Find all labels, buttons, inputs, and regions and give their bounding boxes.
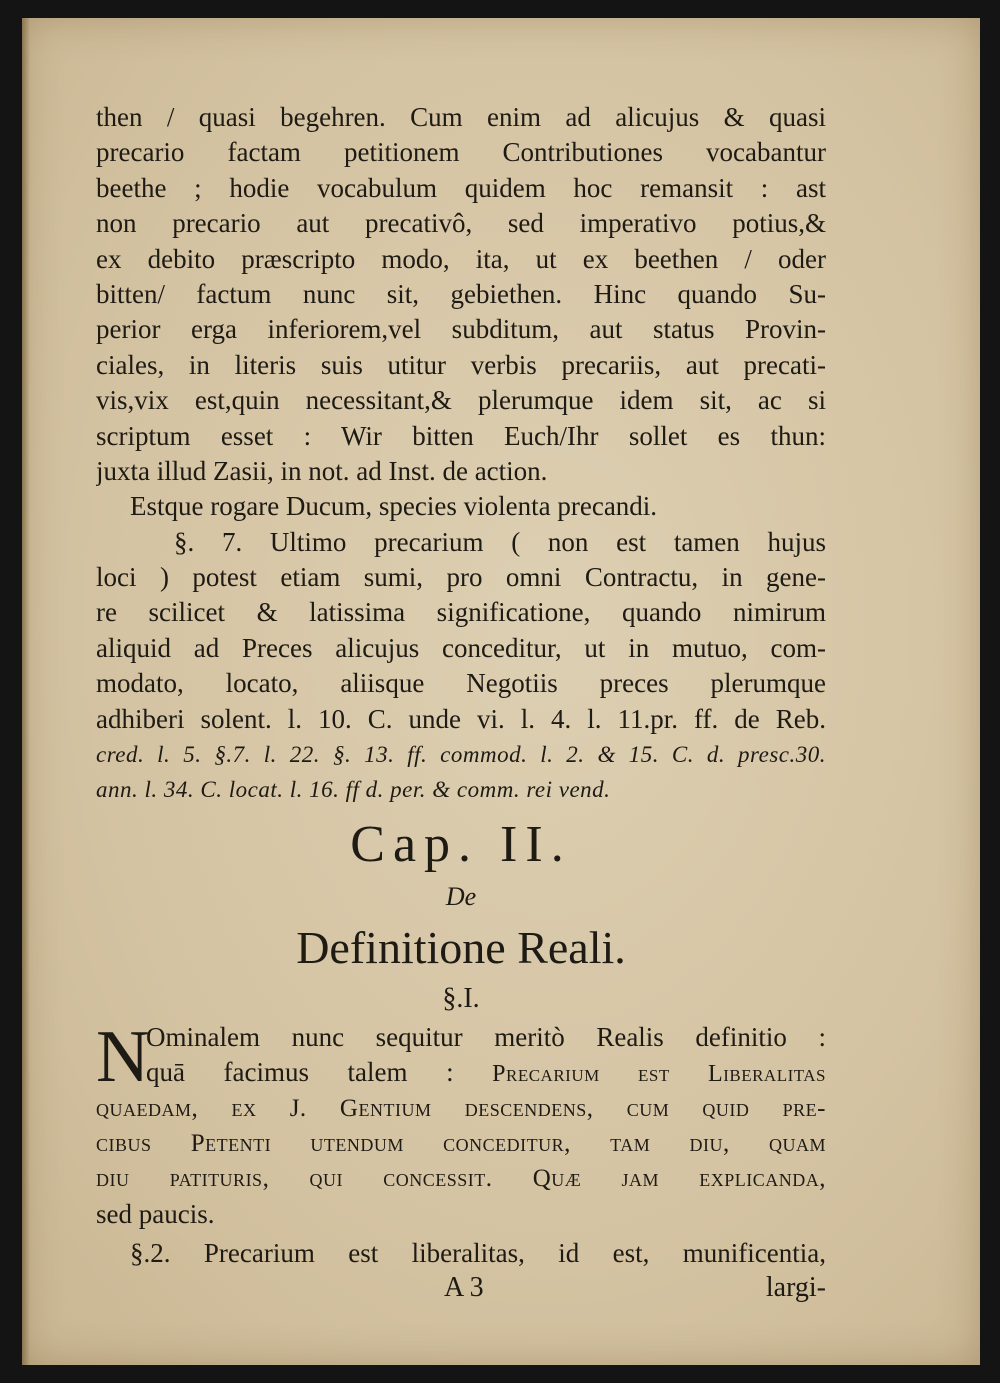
text-line: adhiberi solent. l. 10. C. unde vi. l. 4. l. 11.pr. ff. de Reb. bbox=[96, 703, 826, 734]
signature-mark: A 3 bbox=[444, 1271, 484, 1303]
text-line: scriptum esset : Wir bitten Euch/Ihr sollet es thun: bbox=[96, 420, 826, 451]
text-line: precario factam petitionem Contributiones vocabantur bbox=[96, 137, 826, 168]
text-line: non precario aut precativô, sed imperativo potius,& bbox=[96, 208, 826, 239]
citation-line: cred. l. 5. §.7. l. 22. §. 13. ff. commod. l. 2. & 15. C. d. presc.30. bbox=[96, 742, 826, 768]
section-mark: §.I. bbox=[442, 982, 480, 1014]
text-line: beethe ; hodie vocabulum quidem hoc remansit : ast bbox=[96, 172, 826, 203]
text-line: ex debito præscripto modo, ita, ut ex beethen / oder bbox=[96, 243, 826, 274]
chapter-heading: Cap. II. bbox=[350, 815, 572, 873]
text-line: sed paucis. bbox=[96, 1198, 215, 1229]
text-line: aliquid ad Preces alicujus conceditur, ut in mutuo, com- bbox=[96, 632, 826, 663]
text-fragment: quā facimus talem : bbox=[146, 1057, 454, 1088]
text-line: re scilicet & latissima significatione, quando nimirum bbox=[96, 597, 826, 628]
chapter-subheading-de: De bbox=[445, 881, 477, 911]
text-line: Ominalem nunc sequitur meritò Realis definitio : bbox=[146, 1021, 826, 1052]
page-gutter-shadow bbox=[22, 18, 30, 1365]
text-line bbox=[146, 1055, 826, 1090]
text-line: bitten/ factum nunc sit, gebiethen. Hinc quando Su- bbox=[96, 278, 826, 309]
definition-line: quaedam, ex J. Gentium descendens, cum quid pre- bbox=[96, 1094, 826, 1122]
definition-line: cibus Petenti utendum conceditur, tam diu, quam bbox=[96, 1130, 826, 1157]
definition-line: diu patituris, qui concessit. Quæ jam explicanda, bbox=[96, 1165, 826, 1193]
definition-smallcaps: Precarium est Liberalitas bbox=[492, 1061, 826, 1088]
text-line: then / quasi begehren. Cum enim ad alicujus & quasi bbox=[96, 102, 826, 132]
book-page bbox=[22, 18, 980, 1365]
text-line: perior erga inferiorem,vel subditum, aut status Provin- bbox=[96, 314, 826, 345]
verse-line: Estque rogare Ducum, species violenta precandi. bbox=[130, 491, 658, 522]
text-line: ciales, in literis suis utitur verbis precariis, aut precati- bbox=[96, 349, 826, 380]
text-line: §. 7. Ultimo precarium ( non est tamen hujus bbox=[174, 526, 826, 557]
citation-line: ann. l. 34. C. locat. l. 16. ff d. per. & comm. rei vend. bbox=[96, 777, 611, 803]
drop-cap: N bbox=[96, 1015, 150, 1098]
section-2-line: §.2. Precarium est liberalitas, id est, munificentia, bbox=[130, 1238, 826, 1269]
text-line: juxta illud Zasii, in not. ad Inst. de action. bbox=[96, 455, 548, 486]
page-text-block bbox=[96, 100, 826, 1310]
definition-opening bbox=[96, 1015, 826, 1098]
catchword: largi- bbox=[765, 1271, 826, 1303]
page-footer bbox=[96, 1272, 826, 1310]
text-line: vis,vix est,quin necessitant,& plerumque idem sit, ac si bbox=[96, 385, 826, 416]
chapter-title: Definitione Reali. bbox=[296, 921, 626, 973]
text-line: loci ) potest etiam sumi, pro omni Contractu, in gene- bbox=[96, 562, 826, 593]
text-line: modato, locato, aliisque Negotiis preces plerumque bbox=[96, 668, 826, 699]
